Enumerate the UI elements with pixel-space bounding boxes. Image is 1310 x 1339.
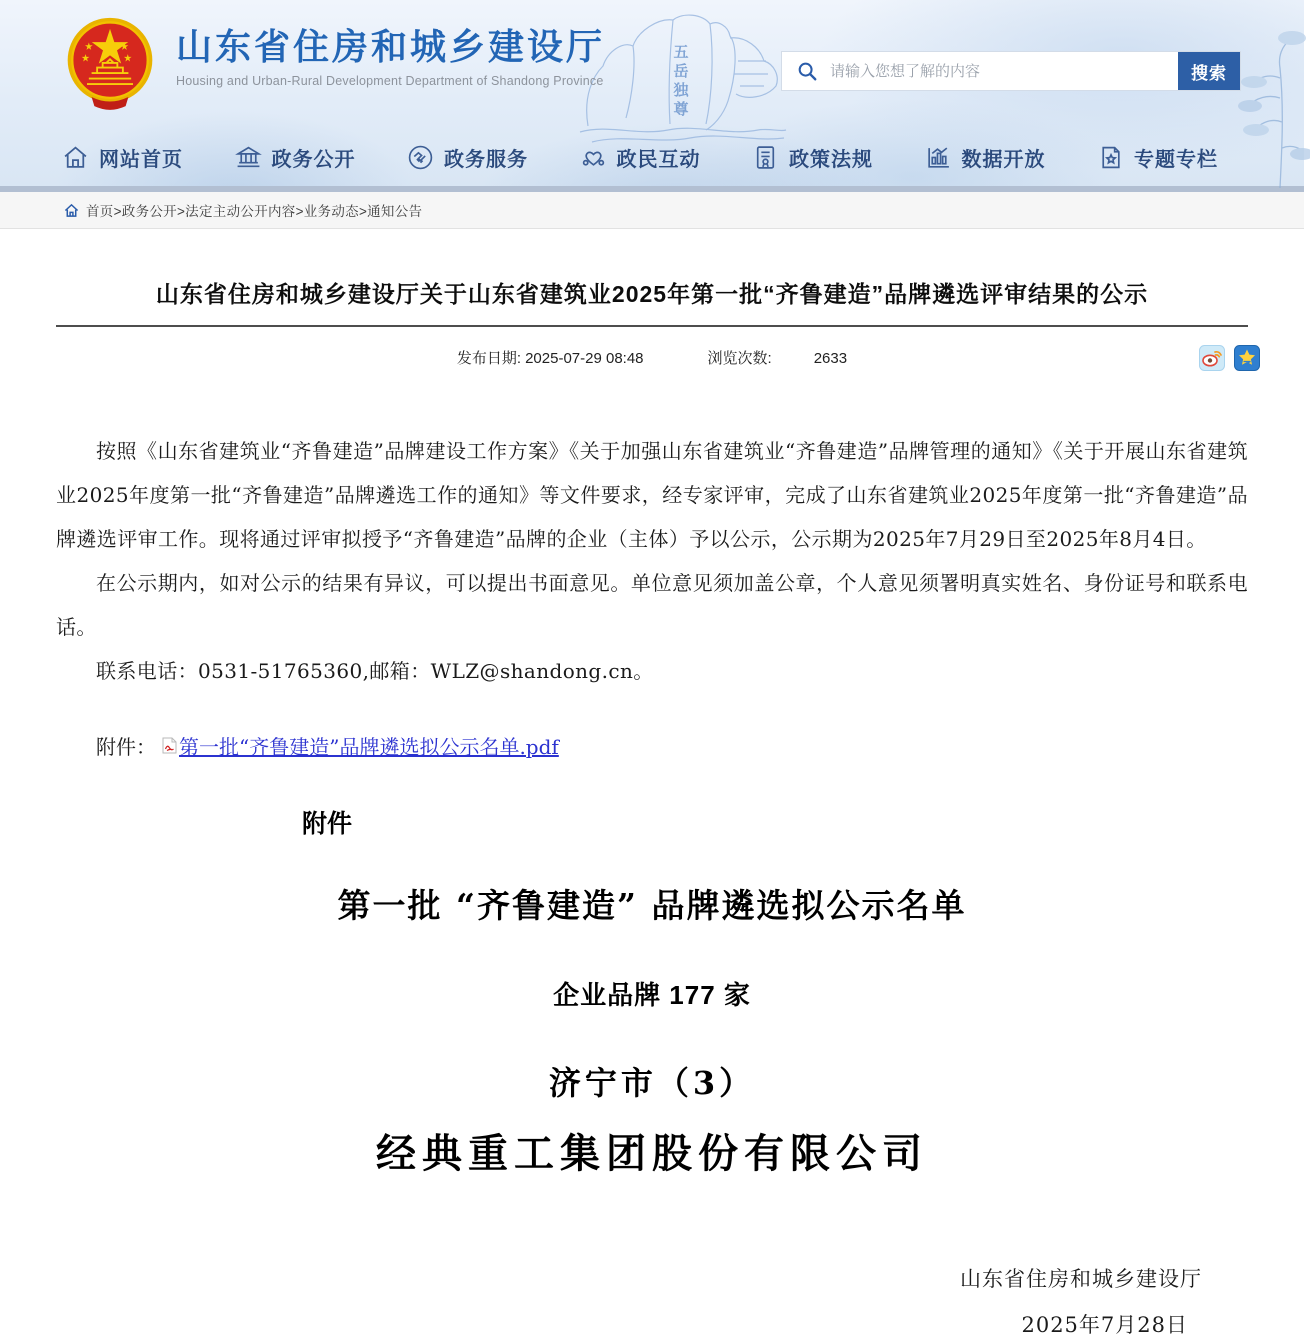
site-subtitle: Housing and Urban-Rural Development Department of Shandong Province xyxy=(176,74,604,89)
home-icon xyxy=(62,144,89,171)
pdf-file-icon xyxy=(162,737,177,754)
views-count: 2633 xyxy=(813,350,848,367)
attachment-link[interactable]: 第一批“齐鲁建造”品牌遴选拟公示名单.pdf xyxy=(179,735,559,759)
article-body xyxy=(56,429,1248,693)
article-content xyxy=(0,276,1304,1339)
attachment-label: 附件： xyxy=(96,735,156,759)
search-icon xyxy=(796,60,818,82)
nav-label: 专题专栏 xyxy=(1134,148,1218,171)
attachment-row xyxy=(56,731,1248,760)
publish-date: 2025-07-29 08:48 xyxy=(525,350,644,367)
nav-item-interaction[interactable] xyxy=(580,143,701,172)
nav-label: 政策法规 xyxy=(789,148,873,171)
nav-item-special-columns[interactable] xyxy=(1097,143,1218,172)
qzone-icon[interactable] xyxy=(1234,345,1260,371)
paragraph: 在公示期内，如对公示的结果有异议，可以提出书面意见。单位意见须加盖公章，个人意见须署明真实姓名、身份证号和联系电话。 xyxy=(56,571,1248,639)
nav-item-home[interactable] xyxy=(62,143,183,172)
nav-label: 网站首页 xyxy=(99,148,183,171)
nav-label: 政务服务 xyxy=(444,148,528,171)
title-divider xyxy=(56,325,1248,327)
nav-label: 政民互动 xyxy=(616,148,701,171)
weibo-icon[interactable] xyxy=(1199,345,1225,371)
data-chart-icon xyxy=(925,144,952,171)
paragraph: 按照《山东省建筑业“齐鲁建造”品牌建设工作方案》《关于加强山东省建筑业“齐鲁建造”品牌管理的通知》《关于开展山东省建筑业2025年度第一批“齐鲁建造”品牌遴选工作的通知》等文件要求，经专家评审，完成了山东省建筑业2025年度第一批“齐鲁建造”品牌遴选评审工作。现将通过评审拟授予“齐鲁建造”品牌的企业（主体）予以公示，公示期为2025年7月29日至2025年8月4日。 xyxy=(56,439,1248,551)
policy-document-icon xyxy=(752,144,779,171)
nav-item-open-data[interactable] xyxy=(925,143,1046,172)
nav-label: 数据开放 xyxy=(961,148,1046,171)
attachment-doc-title: 第一批 “齐鲁建造” 品牌遴选拟公示名单 xyxy=(337,886,967,925)
site-title: 山东省住房和城乡建设厅 xyxy=(176,26,606,67)
attachment-doc-subtitle: 企业品牌 177 家 xyxy=(553,980,751,1010)
main-nav xyxy=(0,128,1304,186)
paragraph: 联系电话：0531-51765360,邮箱：WLZ@shandong.cn。 xyxy=(96,659,654,683)
article-title: 山东省住房和城乡建设厅关于山东省建筑业2025年第一批“齐鲁建造”品牌遴选评审结果的公示 xyxy=(155,281,1149,307)
search-bar xyxy=(782,52,1240,90)
breadcrumb[interactable] xyxy=(0,192,1304,229)
breadcrumb-path[interactable]: 首页>政务公开>法定主动公开内容>业务动态>通知公告 xyxy=(86,204,423,219)
attachment-preview xyxy=(56,804,1248,1179)
search-button[interactable]: 搜索 xyxy=(1178,52,1240,90)
handshake-icon xyxy=(407,144,434,171)
national-emblem-logo xyxy=(64,16,156,108)
site-header xyxy=(0,0,1304,192)
signature-block xyxy=(56,1263,1248,1339)
nav-item-gov-disclosure[interactable] xyxy=(235,143,356,172)
signature-date: 2025年7月28日 xyxy=(1021,1313,1188,1337)
share-buttons xyxy=(1199,345,1260,371)
views-label: 浏览次数: xyxy=(707,350,772,367)
attachment-doc-company: 经典重工集团股份有限公司 xyxy=(376,1130,928,1177)
signature-department: 山东省住房和城乡建设厅 xyxy=(960,1267,1202,1291)
attachment-doc-label: 附件 xyxy=(302,809,353,838)
star-page-icon xyxy=(1097,144,1124,171)
heart-interaction-icon xyxy=(580,144,607,171)
search-input[interactable] xyxy=(818,52,1178,90)
article-meta xyxy=(56,347,1248,377)
government-building-icon xyxy=(235,144,262,171)
mountain-inscription: 五岳独尊 xyxy=(671,44,689,120)
nav-item-gov-services[interactable] xyxy=(407,143,528,172)
nav-item-policy[interactable] xyxy=(752,143,873,172)
publish-date-label: 发布日期: xyxy=(456,350,522,367)
attachment-doc-city: 济宁市（3） xyxy=(548,1064,756,1102)
home-icon xyxy=(64,203,79,218)
nav-label: 政务公开 xyxy=(271,148,356,171)
